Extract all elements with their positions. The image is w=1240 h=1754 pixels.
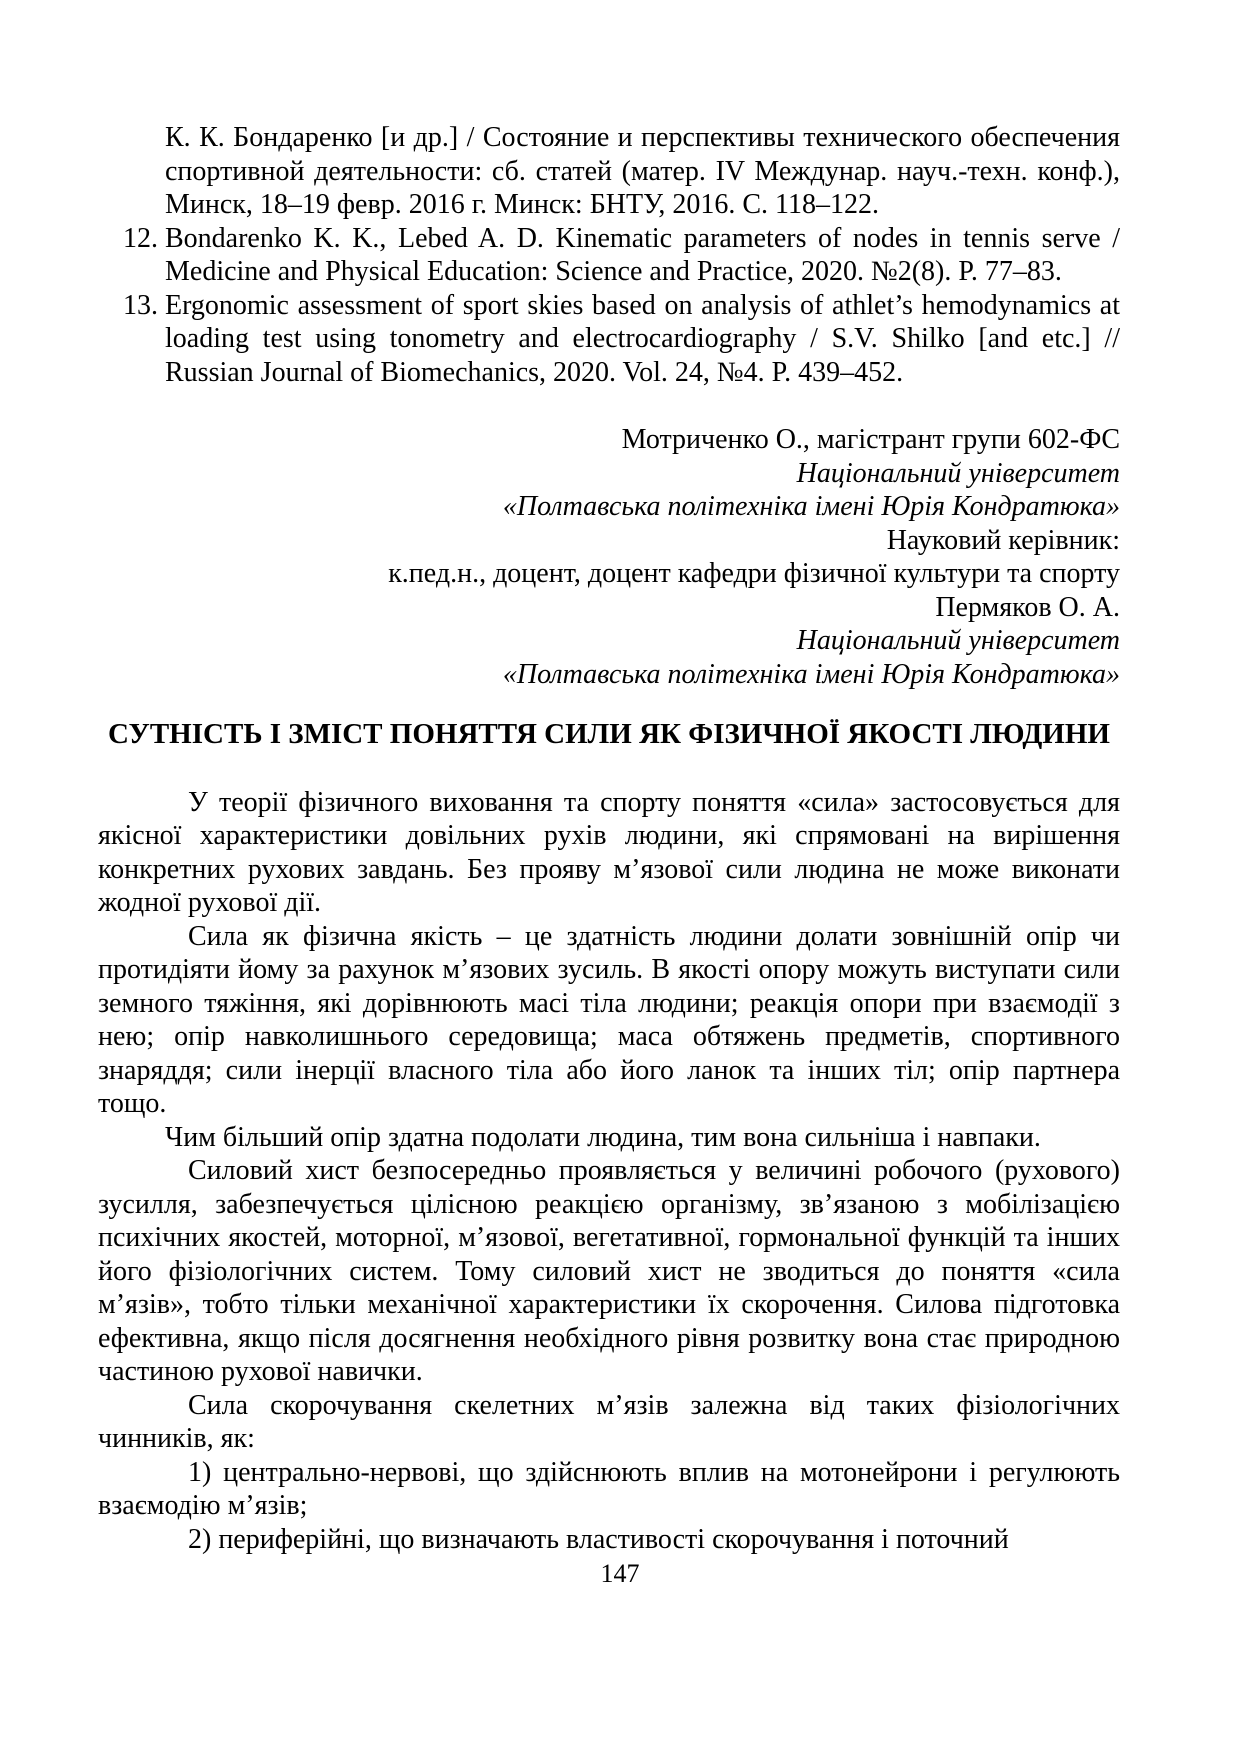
author-line-supervisor-name: Пермяков О. А. <box>935 591 1120 623</box>
author-line-university: Національний університет <box>796 457 1120 489</box>
paragraph-list-item: 1) центрально-нервові, що здійснюють вплив на мотонейрони і регулюють взаємодію м’язів; <box>98 1456 1120 1521</box>
author-line-supervisor-label: Науковий керівник: <box>886 524 1120 556</box>
reference-item <box>98 289 1120 390</box>
paragraph: Сила як фізична якість – це здатність людини долати зовнішній опір чи протидіяти йому за рахунок м’язових зусиль. В якості опору можуть виступати сили земного тяжіння, які дорівнюють масі тіла людини; реакція опори при взаємодії з нею; опір навколишнього середовища; маса обтяжень предметів, спортивного знаряддя; сили інерції власного тіла або його ланок та інших тіл; опір партнера тощо. <box>98 920 1120 1119</box>
reference-item-continuation: К. К. Бондаренко [и др.] / Состояние и перспективы технического обеспечения спортивной деятельности: сб. статей (матер. IV Междунар. науч.-техн. конф.), Минск, 18–19 февр. 2016 г. Минск: БНТУ, 2016. С. 118–122. <box>165 122 1120 220</box>
reference-item <box>98 222 1120 289</box>
author-line-supervisor-degree: к.пед.н., доцент, доцент кафедри фізичної культури та спорту <box>388 558 1120 589</box>
author-line-university-2: Національний університет <box>796 625 1120 656</box>
paragraph: У теорії фізичного виховання та спорту поняття «сила» застосовується для якісної характеристики довільних рухів людини, які спрямовані на вирішення конкретних рухових завдань. Без прояву м’язової сили людина не може виконати жодної рухової дії. <box>98 786 1120 918</box>
paragraph: Сила скорочування скелетних м’язів залежна від таких фізіологічних чинників, як: <box>98 1389 1120 1454</box>
reference-number: 13. <box>123 289 158 321</box>
article-title: СУТНІСТЬ І ЗМІСТ ПОНЯТТЯ СИЛИ ЯК ФІЗИЧНОЇ ЯКОСТІ ЛЮДИНИ <box>108 718 1110 750</box>
author-line-university-name: «Полтавська політехніка імені Юрія Кондратюка» <box>502 491 1120 522</box>
paragraph: Чим більший опір здатна подолати людина, тим вона сильніша і навпаки. <box>165 1121 1041 1153</box>
article-body <box>98 786 1120 1557</box>
reference-text: Ergonomic assessment of sport skies based on analysis of athlet’s hemodynamics at loading test using tonometry and electrocardiography / S.V. Shilko [and etc.] // Russian Journal of Biomechanics, 2020. Vol. 24, №4. P. 439–452. <box>165 289 1120 388</box>
author-block <box>98 423 1120 691</box>
reference-text: Bondarenko K. K., Lebed A. D. Kinematic parameters of nodes in tennis serve / Medicine and Physical Education: Science and Practice, 2020. №2(8). P. 77–83. <box>165 222 1120 287</box>
reference-number: 12. <box>123 222 158 254</box>
paragraph: Силовий хист безпосередньо проявляється у величині робочого (рухового) зусилля, забезпечується цілісною реакцією організму, зв’язаною з мобілізацією психічних якостей, моторної, м’язової, вегетативної, гормональної функцій та інших його фізіологічних систем. Тому силовий хист не зводиться до поняття «сила м’язів», тобто тільки механічної характеристики їх скорочення. Силова підготовка ефективна, якщо після досягнення необхідного рівня розвитку вона стає природною частиною рухової навички. <box>98 1155 1120 1387</box>
reference-list <box>98 121 1120 389</box>
paragraph-list-item: 2) периферійні, що визначають властивості скорочування і поточний <box>188 1523 1009 1555</box>
author-line-student: Мотриченко О., магістрант групи 602-ФС <box>621 424 1120 455</box>
page-number: 147 <box>600 1559 640 1588</box>
author-line-university-name-2: «Полтавська політехніка імені Юрія Кондратюка» <box>502 658 1120 690</box>
